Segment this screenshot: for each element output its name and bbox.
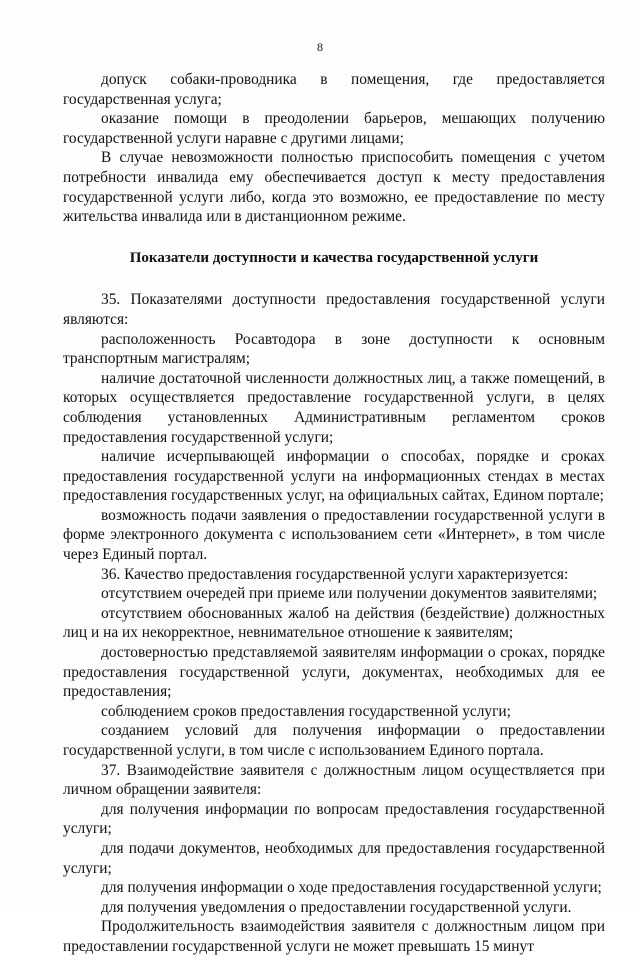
paragraph: для получения информации по вопросам предоставления государственной услуги; bbox=[63, 800, 605, 838]
paragraph: достоверностью представляемой заявителям информации о сроках, порядке предоставления государственной услуги, документах, необходимых для ее предоставления; bbox=[63, 644, 605, 701]
page-number: 8 bbox=[317, 40, 323, 54]
paragraph: для получения уведомления о предоставлении государственной услуги. bbox=[101, 898, 572, 916]
paragraph: соблюдением сроков предоставления государственной услуги; bbox=[101, 702, 511, 720]
paragraph: наличие исчерпывающей информации о способах, порядке и сроках предоставления государственной услуги на информационных стендах в местах предоставления государственных услуг, на официальных сайтах, Едином портале; bbox=[63, 448, 605, 505]
section-heading: Показатели доступности и качества государственной услуги bbox=[129, 249, 539, 266]
paragraph: расположенность Росавтодора в зоне доступности к основным транспортным магистралям; bbox=[63, 330, 605, 368]
paragraph: оказание помощи в преодолении барьеров, мешающих получению государственной услуги наравне с другими лицами; bbox=[63, 110, 605, 147]
paragraph: возможность подачи заявления о предоставлении государственной услуги в форме электронного документа с использованием сети «Интернет», в том числе через Единый портал. bbox=[63, 506, 605, 564]
paragraph: для получения информации о ходе предоставления государственной услуги; bbox=[101, 879, 602, 897]
paragraph: отсутствием обоснованных жалоб на действия (бездействие) должностных лиц и на их некорректное, невнимательное отношение к заявителям; bbox=[63, 604, 605, 642]
paragraph: наличие достаточной численности должностных лиц, а также помещений, в которых осуществляется предоставление государственной услуги, в целях соблюдения установленных Административным регламентом сроков предоставления государственной услуги; bbox=[63, 369, 605, 446]
paragraph: Продолжительность взаимодействия заявителя с должностным лицом при предоставлении государственной услуги не может превышать 15 минут bbox=[63, 918, 605, 955]
paragraph: для подачи документов, необходимых для предоставления государственной услуги; bbox=[63, 839, 605, 877]
paragraph: 37. Взаимодействие заявителя с должностным лицом осуществляется при личном обращении заявителя: bbox=[63, 761, 605, 799]
paragraph: отсутствием очередей при приеме или получении документов заявителями; bbox=[101, 585, 598, 603]
paragraph: В случае невозможности полностью приспособить помещения с учетом потребности инвалида ему обеспечивается доступ к месту предоставления государственной услуги либо, когда это возможно, ее предоставление по месту жительства инвалида или в дистанционном режиме. bbox=[63, 149, 605, 226]
document-body bbox=[63, 70, 605, 957]
paragraph: допуск собаки-проводника в помещения, где предоставляется государственная услуга; bbox=[63, 71, 605, 108]
paragraph: 35. Показателями доступности предоставления государственной услуги являются: bbox=[63, 291, 605, 328]
paragraph: 36. Качество предоставления государственной услуги характеризуется: bbox=[101, 565, 569, 583]
paragraph: созданием условий для получения информации о предоставлении государственной услуги, в том числе с использованием Единого портала. bbox=[63, 722, 605, 759]
